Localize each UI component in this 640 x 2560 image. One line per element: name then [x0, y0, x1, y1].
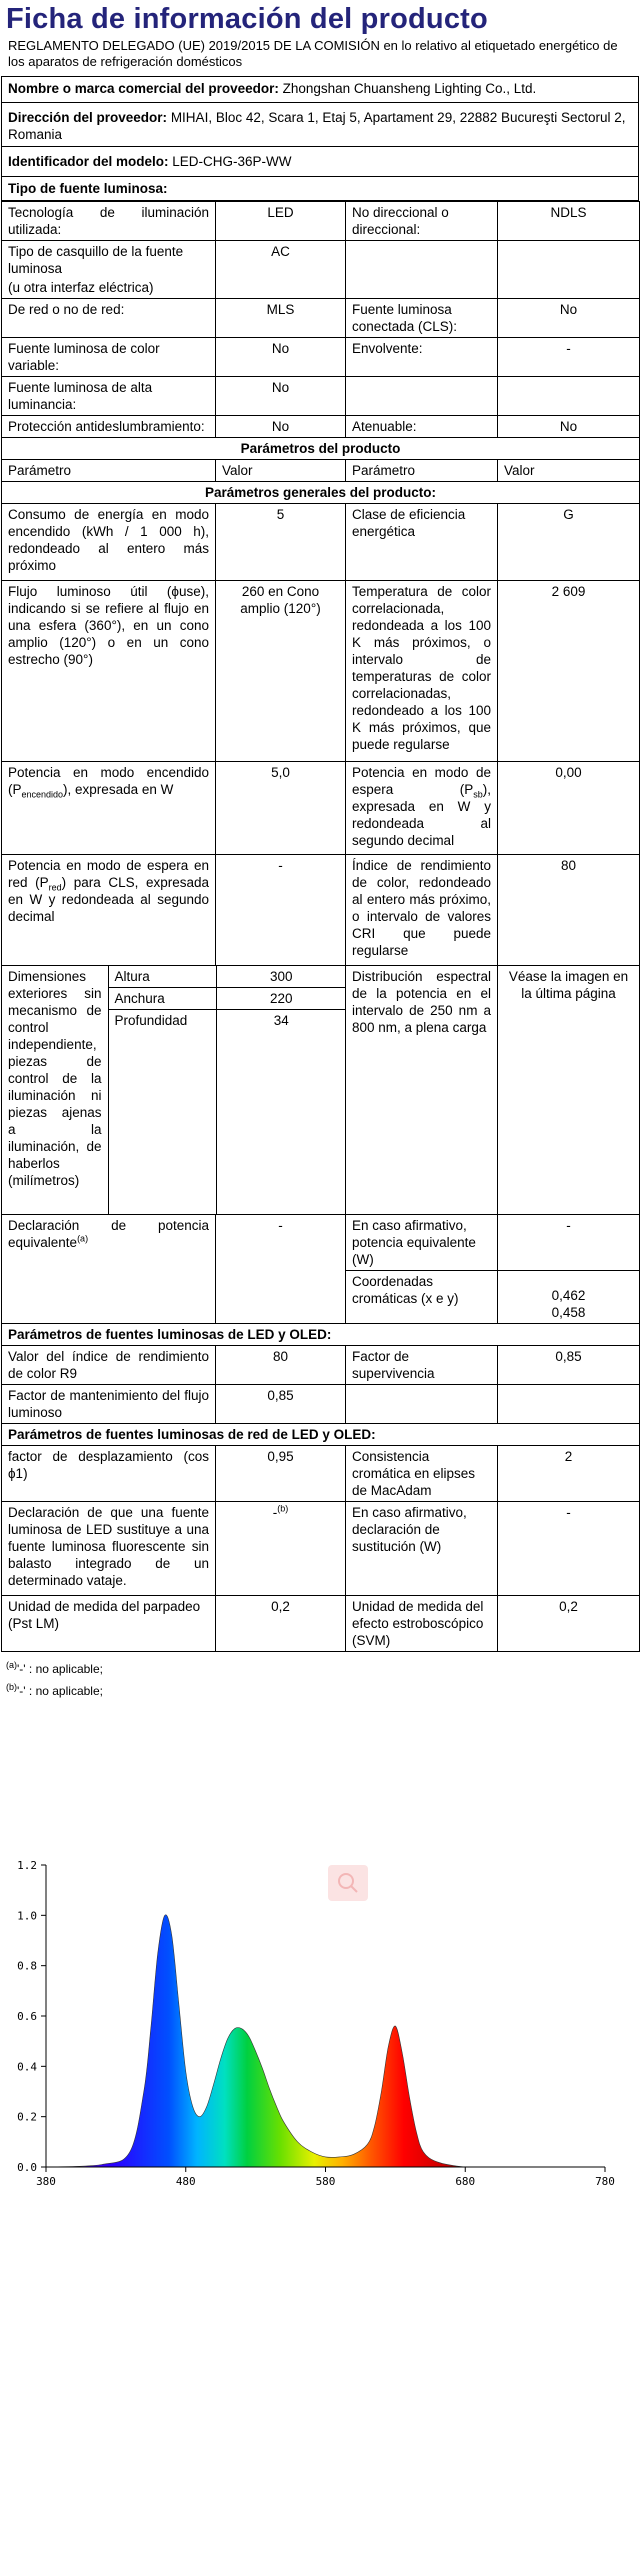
- survival-factor-label: Factor de supervivencia: [346, 1346, 498, 1385]
- cap-type-label: Tipo de casquillo de la fuente luminosa: [8, 244, 184, 276]
- cell-label: [346, 377, 498, 416]
- axes: [17, 1859, 615, 2188]
- product-params-title: Parámetros del producto: [2, 438, 640, 460]
- label-part: ) para CLS, expresada en W y redondeada al segundo decimal: [8, 875, 210, 924]
- column-header: Parámetro: [346, 460, 498, 482]
- cell-value: [498, 377, 640, 416]
- table-row: [2, 338, 640, 377]
- on-mode-power-value: 5,0: [216, 762, 346, 855]
- table-row: [2, 1215, 640, 1271]
- equivalent-w-value: -: [498, 1215, 640, 1271]
- cell-label: Atenuable:: [346, 416, 498, 438]
- label-part: Potencia en modo encendido (P: [8, 765, 209, 797]
- y-tick-label: 1.0: [17, 1909, 37, 1923]
- label-subscript: sb: [473, 789, 483, 800]
- cell-value: No: [216, 377, 346, 416]
- cell-label: Envolvente:: [346, 338, 498, 377]
- chromaticity-label: Coordenadas cromáticas (x e y): [346, 1271, 498, 1324]
- supplier-address-row: [2, 103, 639, 147]
- efficiency-class-value: G: [498, 504, 640, 581]
- y-tick-label: 0.2: [17, 2110, 37, 2124]
- y-tick-label: 1.2: [17, 1859, 37, 1872]
- cell-value: No: [216, 416, 346, 438]
- cell-value: LED: [216, 202, 346, 241]
- cell-label: Tecnología de iluminación utilizada:: [2, 202, 216, 241]
- footnote-text: '-' : no aplicable;: [17, 1662, 103, 1676]
- cell-value: NDLS: [498, 202, 640, 241]
- label-part: Potencia en modo de espera en red (P: [8, 858, 209, 890]
- standby-power-label: [346, 762, 498, 855]
- lumen-maintenance-value: 0,85: [216, 1385, 346, 1424]
- cell-value: MLS: [216, 299, 346, 338]
- table-row: [2, 1385, 640, 1424]
- spectrum-area: [46, 1915, 605, 2167]
- supplier-name-value: Zhongshan Chuansheng Lighting Co., Ltd.: [282, 81, 537, 96]
- cell-value: -: [498, 338, 640, 377]
- model-id-row: [2, 147, 639, 177]
- survival-factor-value: 0,85: [498, 1346, 640, 1385]
- network-standby-value: -: [216, 855, 346, 966]
- dimensions-cell: [2, 966, 346, 1215]
- cri-value: 80: [498, 855, 640, 966]
- chromaticity-x: 0,462: [551, 1288, 586, 1303]
- table-row: [2, 377, 640, 416]
- column-header: Valor: [216, 460, 346, 482]
- supplier-name-row: [2, 77, 639, 103]
- table-row: [2, 1446, 640, 1502]
- stroboscopic-label: Unidad de medida del efecto estroboscópico (SVM): [346, 1596, 498, 1652]
- x-tick-label: 480: [175, 2175, 196, 2188]
- table-row: [2, 966, 640, 1215]
- light-source-section-title: Tipo de fuente luminosa:: [2, 177, 639, 201]
- table-row: [2, 1596, 640, 1652]
- footnote-ref: (a): [77, 1233, 89, 1244]
- height-value: 300: [216, 966, 346, 988]
- cell-value: No: [498, 299, 640, 338]
- table-row: [2, 1346, 640, 1385]
- page-title: Ficha de información del producto: [6, 3, 488, 35]
- cct-value: 2 609: [498, 581, 640, 762]
- cell-label: Fuente luminosa conectada (CLS):: [346, 299, 498, 338]
- footnote-ref: (b): [277, 1503, 289, 1514]
- equivalent-power-label: [2, 1215, 216, 1324]
- supplier-table: [1, 76, 639, 201]
- mains-params-title: Parámetros de fuentes luminosas de red de LED y OLED:: [2, 1424, 640, 1446]
- displacement-factor-value: 0,95: [216, 1446, 346, 1502]
- cell-value: [498, 241, 640, 299]
- footnote-b: [6, 1680, 634, 1702]
- footnote-marker: (b): [6, 1682, 17, 1692]
- column-header: Parámetro: [2, 460, 216, 482]
- table-header-row: [2, 460, 640, 482]
- model-id-value: LED-CHG-36P-WW: [172, 154, 292, 169]
- cell-label: Protección antideslumbramiento:: [2, 416, 216, 438]
- footnote-text: '-' : no aplicable;: [17, 1684, 103, 1698]
- y-tick-label: 0.0: [17, 2161, 37, 2174]
- retrofit-value: [216, 1502, 346, 1596]
- displacement-factor-label: factor de desplazamiento (cos ϕ1): [2, 1446, 216, 1502]
- y-tick-label: 0.4: [17, 2060, 37, 2074]
- cell-label: [346, 241, 498, 299]
- equivalent-power-value: -: [216, 1215, 346, 1324]
- efficiency-class-label: Clase de eficiencia energética: [346, 504, 498, 581]
- table-row: [2, 202, 640, 241]
- stroboscopic-value: 0,2: [498, 1596, 640, 1652]
- cri-label: Índice de rendimiento de color, redondeado al entero más próximo, o intervalo de valores CRI que puede regularse: [346, 855, 498, 966]
- table-row: [2, 504, 640, 581]
- watermark-icon: [328, 1865, 368, 1901]
- plot-area: [46, 1915, 605, 2167]
- energy-consumption-label: Consumo de energía en modo encendido (kWh / 1 000 h), redondeado al entero más próximo: [2, 504, 216, 581]
- general-params-title: Parámetros generales del producto:: [2, 482, 640, 504]
- table-row: [2, 299, 640, 338]
- label-subscript: red: [48, 882, 62, 893]
- light-source-table: [1, 201, 640, 1652]
- chromaticity-y: 0,458: [551, 1305, 586, 1320]
- cell-label: De red o no de red:: [2, 299, 216, 338]
- retrofit-label: Declaración de que una fuente luminosa de LED sustituye a una fuente luminosa fluorescente sin balasto integrado de un determinado vataje.: [2, 1502, 216, 1596]
- cell-value: No: [498, 416, 640, 438]
- x-tick-label: 580: [315, 2175, 336, 2188]
- supplier-name-label: Nombre o marca comercial del proveedor:: [8, 81, 279, 96]
- table-row: [2, 581, 640, 762]
- table-row: [2, 762, 640, 855]
- useful-flux-label: Flujo luminoso útil (ϕuse), indicando si se refiere al flujo en una esfera (360°), en un cono amplio (120°) o en un cono estrecho (90°): [2, 581, 216, 762]
- cell-label: [2, 241, 216, 299]
- x-tick-label: 380: [36, 2175, 56, 2188]
- macadam-value: 2: [498, 1446, 640, 1502]
- cell-label: No direccional o direccional:: [346, 202, 498, 241]
- table-row: [2, 241, 640, 299]
- spectral-distribution-value: Véase la imagen en la última página: [498, 966, 640, 1215]
- label-subscript: encendido: [21, 789, 64, 800]
- footnote-marker: (a): [6, 1660, 17, 1670]
- width-value: 220: [216, 988, 346, 1010]
- y-tick-label: 0.6: [17, 2010, 37, 2023]
- supplier-address-label: Dirección del proveedor:: [8, 110, 168, 125]
- flicker-label: Unidad de medida del parpadeo (Pst LM): [2, 1596, 216, 1652]
- spectrum-line: [46, 1915, 605, 2167]
- width-label: Anchura: [108, 988, 216, 1010]
- network-standby-label: [2, 855, 216, 966]
- cell-value: AC: [216, 241, 346, 299]
- retrofit-w-label: En caso afirmativo, declaración de sustitución (W): [346, 1502, 498, 1596]
- regulation-subtitle: REGLAMENTO DELEGADO (UE) 2019/2015 DE LA COMISIÓN en lo relativo al etiquetado energético de los aparatos de refrigeración domésticos: [8, 38, 618, 69]
- equivalent-w-label: En caso afirmativo, potencia equivalente (W): [346, 1215, 498, 1271]
- footnote-a: [6, 1658, 634, 1680]
- spectral-power-chart: [0, 1855, 640, 2195]
- cell-label: Fuente luminosa de color variable:: [2, 338, 216, 377]
- standby-power-value: 0,00: [498, 762, 640, 855]
- x-tick-label: 680: [455, 2175, 476, 2188]
- depth-value: 34: [273, 1013, 289, 1028]
- label-part: Declaración de potencia equivalente: [8, 1218, 209, 1250]
- model-id-label: Identificador del modelo:: [8, 154, 169, 169]
- r9-value: 80: [216, 1346, 346, 1385]
- column-header: Valor: [498, 460, 640, 482]
- label-part: ), expresada en W y redondeada al segundo decimal: [352, 782, 491, 848]
- label-part: ), expresada en W: [63, 782, 174, 797]
- label-part: Potencia en modo de espera (P: [352, 765, 491, 797]
- cell-label: Fuente luminosa de alta luminancia:: [2, 377, 216, 416]
- flicker-value: 0,2: [216, 1596, 346, 1652]
- lumen-maintenance-label: Factor de mantenimiento del flujo luminoso: [2, 1385, 216, 1424]
- macadam-label: Consistencia cromática en elipses de MacAdam: [346, 1446, 498, 1502]
- table-row: [2, 855, 640, 966]
- y-tick-label: 0.8: [17, 1959, 37, 1973]
- chromaticity-value: [498, 1271, 640, 1324]
- on-mode-power-label: [2, 762, 216, 855]
- led-params-title: Parámetros de fuentes luminosas de LED y OLED:: [2, 1324, 640, 1346]
- height-label: Altura: [108, 966, 216, 988]
- spectral-distribution-label: Distribución espectral de la potencia en el intervalo de 250 nm a 800 nm, a plena carga: [346, 966, 498, 1215]
- footnotes: [0, 1652, 640, 1702]
- cell-value: No: [216, 338, 346, 377]
- supplier-address-value: MIHAI, Bloc 42, Scara 1, Etaj 5, Apartament 29, 22882 Bucureşti Sectorul 2, Romania: [8, 110, 626, 142]
- depth-label: Profundidad: [108, 1010, 216, 1215]
- x-tick-label: 780: [595, 2175, 615, 2188]
- retrofit-w-value: -: [498, 1502, 640, 1596]
- retrofit-dash: -: [272, 1505, 278, 1520]
- table-row: [2, 1502, 640, 1596]
- useful-flux-value: 260 en Cono amplio (120°): [216, 581, 346, 762]
- cct-label: Temperatura de color correlacionada, redondeada a los 100 K más próximos, o intervalo de temperaturas de color correlacionadas, redondeado a los 100 K más próximos, que puede regularse: [346, 581, 498, 762]
- cap-type-note: (u otra interfaz eléctrica): [8, 280, 154, 295]
- energy-consumption-value: 5: [216, 504, 346, 581]
- table-row: [2, 416, 640, 438]
- empty-cell: [346, 1385, 498, 1424]
- dimensions-label: Dimensiones exteriores sin mecanismo de control independiente, piezas de control de la iluminación ni piezas ajenas a la iluminación, de haberlos (milímetros): [2, 966, 108, 1214]
- r9-label: Valor del índice de rendimiento de color R9: [2, 1346, 216, 1385]
- empty-cell: [498, 1385, 640, 1424]
